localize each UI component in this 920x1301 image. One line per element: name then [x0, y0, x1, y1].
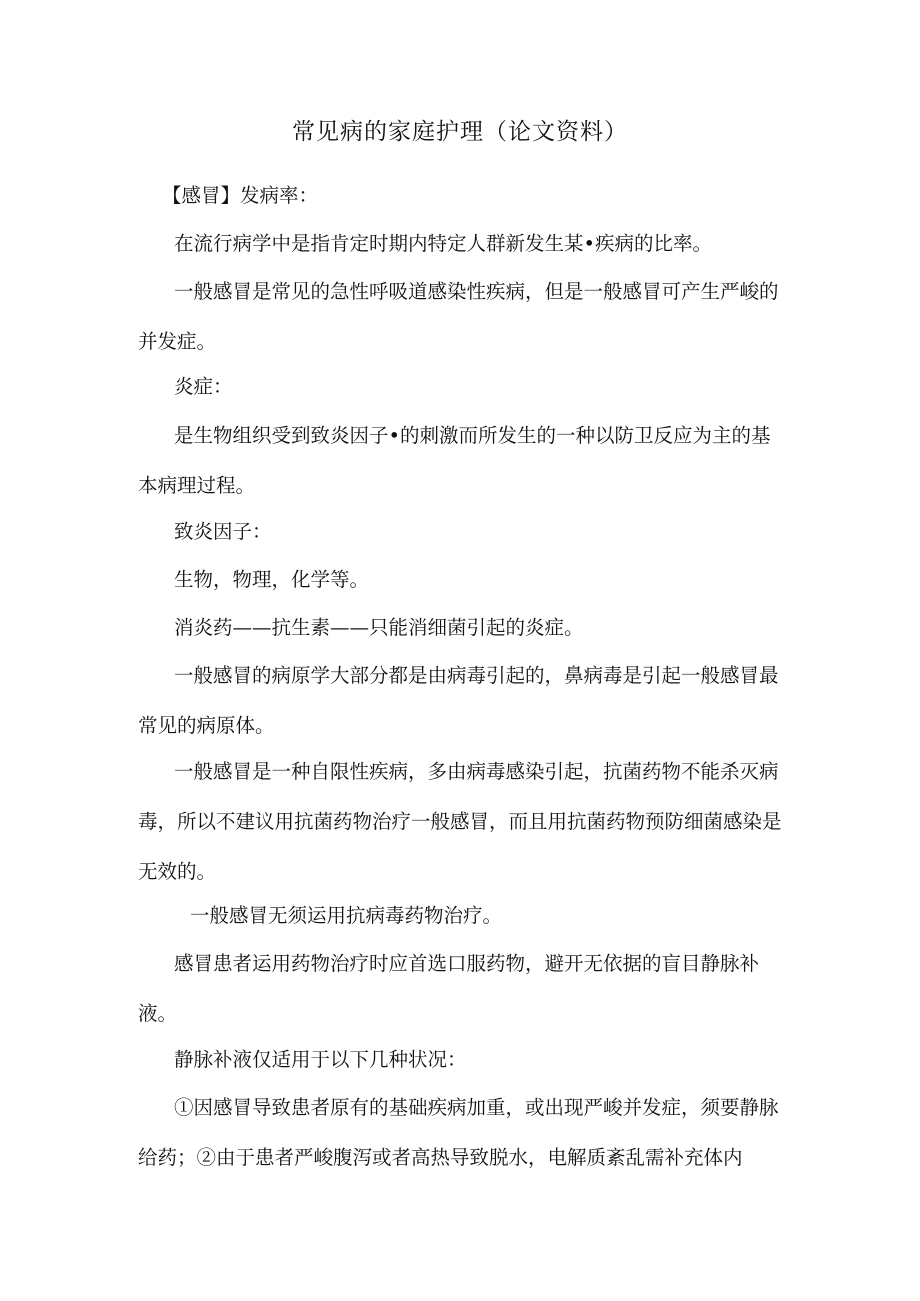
paragraph-1: 【感冒】发病率： [162, 184, 319, 207]
paragraph-5: 是生物组织受到致炎因子•的刺激而所发生的一种以防卫反应为主的基本病理过程。 [138, 424, 771, 497]
document-title: 常见病的家庭护理（论文资料） [292, 119, 628, 145]
paragraph-10: 一般感冒是一种自限性疾病，多由病毒感染引起，抗菌药物不能杀灭病毒，所以不建议用抗菌药物治疗一般感冒，而且用抗菌药物预防细菌感染是无效的。 [138, 760, 782, 883]
paragraph-3: 一般感冒是常见的急性呼吸道感染性疾病，但是一般感冒可产生严峻的并发症。 [138, 280, 779, 353]
paragraph-14: ①因感冒导致患者原有的基础疾病加重，或出现严峻并发症，须要静脉给药；②由于患者严峻腹泻或者高热导致脱水，电解质紊乱需补充体内 [138, 1096, 779, 1169]
paragraph-6: 致炎因子： [174, 520, 272, 543]
paragraph-8: 消炎药——抗生素——只能消细菌引起的炎症。 [174, 616, 584, 639]
paragraph-4: 炎症： [174, 375, 233, 398]
paragraph-7: 生物，物理，化学等。 [174, 568, 370, 591]
paragraph-13: 静脉补液仅适用于以下几种状况： [174, 1048, 467, 1071]
paragraph-12: 感冒患者运用药物治疗时应首选口服药物，避开无依据的盲目静脉补液。 [138, 952, 760, 1025]
paragraph-11: 一般感冒无须运用抗病毒药物治疗。 [190, 904, 503, 927]
paragraph-9: 一般感冒的病原学大部分都是由病毒引起的，鼻病毒是引起一般感冒最常见的病原体。 [138, 664, 779, 737]
paragraph-2: 在流行病学中是指肯定时期内特定人群新发生某•疾病的比率。 [174, 232, 713, 255]
